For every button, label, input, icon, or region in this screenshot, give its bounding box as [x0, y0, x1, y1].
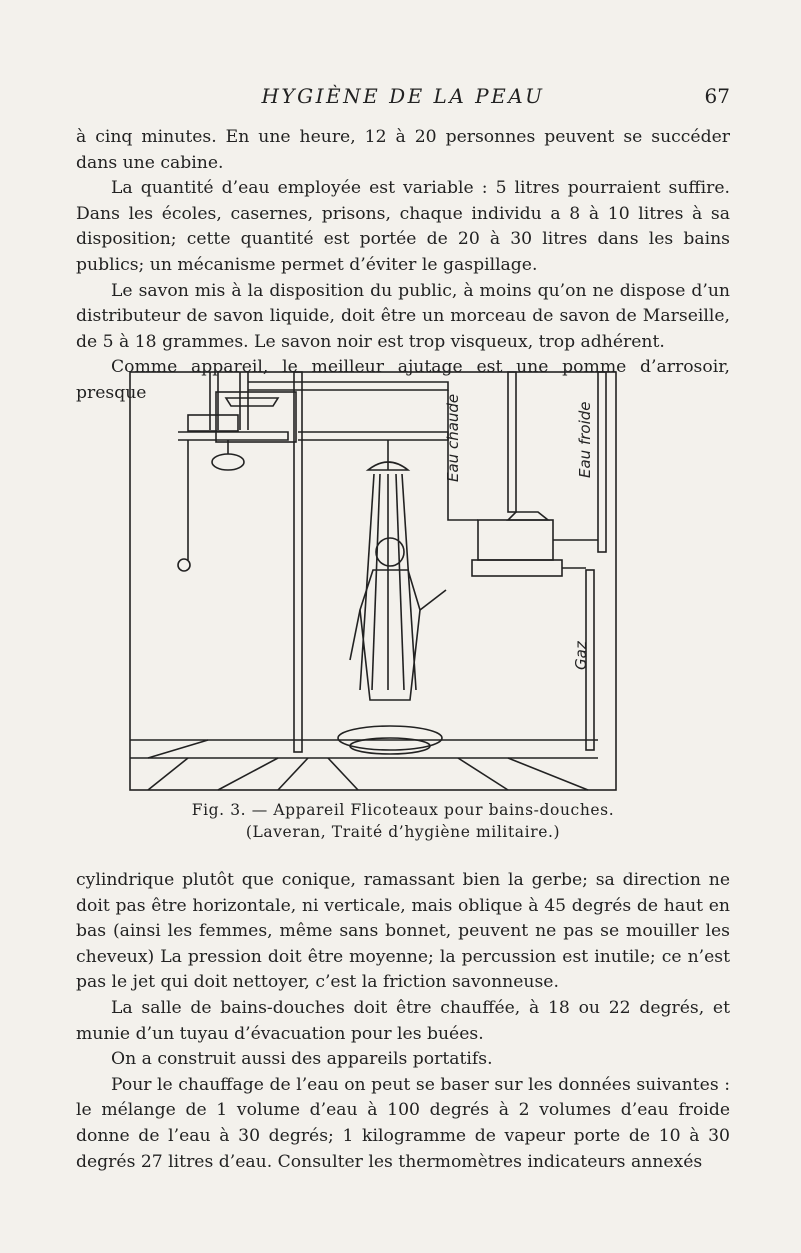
figure-source: (Laveran, Traité d’hygiène militaire.) [245, 823, 561, 841]
water-heater [478, 520, 553, 560]
page-header [76, 82, 730, 112]
figure-caption: Fig. 3. — Appareil Flicoteaux pour bains-douches. [191, 801, 615, 819]
paragraph: Pour le chauffage de l’eau on peut se baser sur les données suivantes : le mélange de 1 volume d’eau à 100 degrés à 2 volumes d’eau froide donne de l’eau à 30 degrés; 1 kilogramme de vapeur porte de 10 à 30 degrés 27 litres d’eau. Consulter les thermomètres indicateurs annexés [76, 1074, 730, 1172]
shower-apparatus-figure [128, 370, 618, 792]
left-shower-head [212, 454, 244, 470]
water-tank [216, 392, 296, 442]
right-pipe [598, 372, 606, 552]
paragraph: La salle de bains-douches doit être chauffée, à 18 ou 22 degrés, et munie d’un tuyau d’évacuation pour les buées. [76, 997, 730, 1044]
person-head [376, 538, 404, 566]
person-body [360, 570, 420, 700]
text-block-bottom [76, 868, 730, 1175]
label-cold-water: Eau froide [576, 401, 594, 478]
paragraph: cylindrique plutôt que conique, ramassant bien la gerbe; sa direction ne doit pas être horizontale, ni verticale, mais oblique à 45 degrés de haut en bas (ainsi les femmes, même sans bonnet, peuvent ne pas se mouiller les cheveux) La pression doit être moyenne; la percussion est inutile; ce n’est pas le jet qui doit nettoyer, c’est la friction savonneuse. [76, 870, 730, 993]
label-gas: Gaz [572, 641, 590, 670]
paragraph: On a construit aussi des appareils portatifs. [111, 1049, 493, 1070]
paragraph: Comme appareil, le meilleur ajutage est une pomme d’arrosoir, presque [76, 357, 730, 403]
gas-burner [472, 560, 562, 576]
page-number: 67 [704, 84, 730, 108]
paragraph: Le savon mis à la disposition du public, à moins qu’on ne dispose d’un distributeur de savon liquide, doit être un morceau de savon de Marseille, de 5 à 18 grammes. Le savon noir est trop visqueux, trop adhérent. [76, 280, 730, 352]
shower-apparatus-drawing [128, 370, 618, 792]
paragraph: La quantité d’eau employée est variable : 5 litres pourraient suffire. Dans les écoles, casernes, prisons, chaque individu a 8 à 10 litres à sa disposition; cette quantité est portée de 20 à 30 litres dans les bains publics; un mécanisme permet d’éviter le gaspillage. [76, 178, 730, 275]
paragraph: à cinq minutes. En une heure, 12 à 20 personnes peuvent se succéder dans une cabine. [76, 127, 730, 173]
label-hot-water: Eau chaude [444, 393, 462, 482]
cold-water-pipe [508, 372, 516, 512]
text-block-top [76, 125, 730, 407]
running-head: HYGIÈNE DE LA PEAU [261, 84, 545, 108]
